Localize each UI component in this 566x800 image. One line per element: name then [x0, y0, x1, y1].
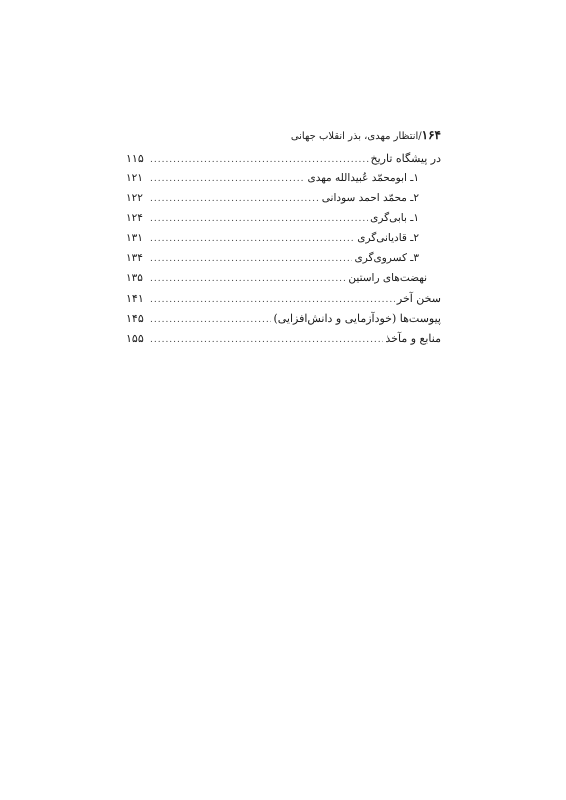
- toc-entry: [126, 312, 441, 332]
- toc-entry-page: ۱۳۱: [126, 232, 143, 244]
- dot-leader: [150, 194, 320, 204]
- toc-entry-page: ۱۳۵: [126, 272, 143, 284]
- running-title: /انتظار مهدی، بذر انقلاب جهانی: [290, 131, 422, 142]
- toc-entry-title: ۱ـ ابومحمّد عُبیدالله مهدی: [307, 172, 419, 184]
- page-number: ۱۶۴: [421, 128, 441, 142]
- toc-entry: [126, 192, 441, 212]
- toc-entry: [126, 152, 441, 172]
- toc-entry-page: ۱۴۱: [126, 292, 144, 305]
- toc-entry: [126, 212, 441, 232]
- toc-entry: [126, 292, 441, 312]
- dot-leader: [150, 335, 383, 345]
- dot-leader: [150, 155, 369, 165]
- dot-leader: [150, 274, 346, 284]
- toc-entry: [126, 272, 441, 292]
- dot-leader: [150, 315, 271, 325]
- dot-leader: [150, 214, 368, 224]
- toc-entry-title: سخن آخر: [396, 292, 441, 305]
- dot-leader: [150, 234, 355, 244]
- toc-entry-title: ۳ـ کسروی‌گری: [354, 252, 419, 264]
- toc-entry: [126, 172, 441, 192]
- toc-entry-title: نهضت‌های راستین: [348, 272, 427, 284]
- toc-entry-title: در پیشگاه تاریخ: [370, 152, 441, 165]
- toc-entry-title: پیوست‌ها (خودآزمایی و دانش‌افزایی): [273, 312, 441, 325]
- toc-entry-page: ۱۴۵: [126, 312, 144, 325]
- running-header: [150, 128, 441, 144]
- toc-entry-title: منابع و مآخذ: [385, 332, 441, 345]
- toc-entry-page: ۱۲۱: [126, 172, 143, 184]
- toc-entry-page: ۱۱۵: [126, 152, 144, 165]
- toc-entry-title: ۱ـ بابی‌گری: [370, 212, 419, 224]
- toc-entry-title: ۲ـ قادیانی‌گری: [357, 232, 419, 244]
- toc-entry: [126, 252, 441, 272]
- table-of-contents: [126, 152, 441, 352]
- toc-entry-page: ۱۲۴: [126, 212, 143, 224]
- dot-leader: [150, 174, 305, 184]
- toc-entry-page: ۱۲۲: [126, 192, 143, 204]
- toc-entry-title: ۲ـ محمّد احمد سودانی: [321, 192, 419, 204]
- dot-leader: [150, 254, 352, 264]
- toc-entry-page: ۱۵۵: [126, 332, 144, 345]
- dot-leader: [150, 295, 395, 305]
- toc-entry: [126, 232, 441, 252]
- toc-entry: [126, 332, 441, 352]
- toc-entry-page: ۱۳۴: [126, 252, 143, 264]
